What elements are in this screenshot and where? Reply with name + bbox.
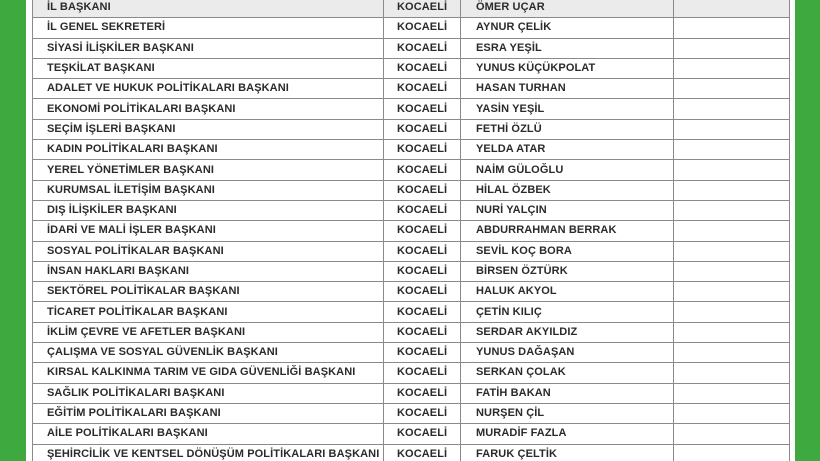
document-sheet	[26, 0, 795, 461]
city-cell: KOCAELİ	[384, 424, 461, 444]
note-cell	[674, 221, 790, 241]
position-cell: İNSAN HAKLARI BAŞKANI	[33, 261, 384, 281]
note-cell	[674, 322, 790, 342]
position-cell: KADIN POLİTİKALARI BAŞKANI	[33, 140, 384, 160]
note-cell	[674, 99, 790, 119]
table-row	[33, 119, 790, 139]
position-cell: KURUMSAL İLETİŞİM BAŞKANI	[33, 180, 384, 200]
city-cell: KOCAELİ	[384, 79, 461, 99]
note-cell	[674, 160, 790, 180]
person-cell: SERDAR AKYILDIZ	[461, 322, 674, 342]
note-cell	[674, 79, 790, 99]
note-cell	[674, 180, 790, 200]
note-cell	[674, 444, 790, 461]
person-cell: ABDURRAHMAN BERRAK	[461, 221, 674, 241]
person-cell: FARUK ÇELTİK	[461, 444, 674, 461]
city-cell: KOCAELİ	[384, 119, 461, 139]
person-cell: SERKAN ÇOLAK	[461, 363, 674, 383]
city-cell: KOCAELİ	[384, 99, 461, 119]
table-row	[33, 444, 790, 461]
note-cell	[674, 261, 790, 281]
city-cell: KOCAELİ	[384, 180, 461, 200]
person-cell: NURİ YALÇIN	[461, 200, 674, 220]
position-cell: SEKTÖREL POLİTİKALAR BAŞKANI	[33, 282, 384, 302]
table-row	[33, 424, 790, 444]
table-row	[33, 18, 790, 38]
table-row	[33, 0, 790, 18]
position-cell: SAĞLIK POLİTİKALARI BAŞKANI	[33, 383, 384, 403]
position-cell: DIŞ İLİŞKİLER BAŞKANI	[33, 200, 384, 220]
position-cell: EĞİTİM POLİTİKALARI BAŞKANI	[33, 403, 384, 423]
table-row	[33, 200, 790, 220]
person-cell: HİLAL ÖZBEK	[461, 180, 674, 200]
city-cell: KOCAELİ	[384, 241, 461, 261]
person-cell: ÖMER UÇAR	[461, 0, 674, 18]
note-cell	[674, 38, 790, 58]
table-row	[33, 38, 790, 58]
position-cell: KIRSAL KALKINMA TARIM VE GIDA GÜVENLİĞİ BAŞKANI	[33, 363, 384, 383]
position-cell: İDARİ VE MALİ İŞLER BAŞKANI	[33, 221, 384, 241]
table-row	[33, 261, 790, 281]
person-cell: YUNUS DAĞAŞAN	[461, 343, 674, 363]
note-cell	[674, 58, 790, 78]
table-row	[33, 180, 790, 200]
note-cell	[674, 0, 790, 18]
city-cell: KOCAELİ	[384, 322, 461, 342]
position-cell: İKLİM ÇEVRE VE AFETLER BAŞKANI	[33, 322, 384, 342]
table-row	[33, 282, 790, 302]
note-cell	[674, 282, 790, 302]
city-cell: KOCAELİ	[384, 160, 461, 180]
table-row	[33, 99, 790, 119]
position-cell: ŞEHİRCİLİK VE KENTSEL DÖNÜŞÜM POLİTİKALARI BAŞKANI	[33, 444, 384, 461]
person-cell: HALUK AKYOL	[461, 282, 674, 302]
note-cell	[674, 18, 790, 38]
city-cell: KOCAELİ	[384, 302, 461, 322]
person-cell: YUNUS KÜÇÜKPOLAT	[461, 58, 674, 78]
position-cell: SİYASİ İLİŞKİLER BAŞKANI	[33, 38, 384, 58]
note-cell	[674, 343, 790, 363]
city-cell: KOCAELİ	[384, 261, 461, 281]
city-cell: KOCAELİ	[384, 403, 461, 423]
person-cell: YASİN YEŞİL	[461, 99, 674, 119]
city-cell: KOCAELİ	[384, 0, 461, 18]
table-row	[33, 383, 790, 403]
city-cell: KOCAELİ	[384, 444, 461, 461]
person-cell: ESRA YEŞİL	[461, 38, 674, 58]
person-cell: MURADİF FAZLA	[461, 424, 674, 444]
table-row	[33, 302, 790, 322]
city-cell: KOCAELİ	[384, 38, 461, 58]
person-cell: NURŞEN ÇİL	[461, 403, 674, 423]
table-row	[33, 140, 790, 160]
position-cell: TEŞKİLAT BAŞKANI	[33, 58, 384, 78]
left-green-band	[0, 0, 26, 461]
position-cell: SEÇİM İŞLERİ BAŞKANI	[33, 119, 384, 139]
position-cell: AİLE POLİTİKALARI BAŞKANI	[33, 424, 384, 444]
position-cell: İL BAŞKANI	[33, 0, 384, 18]
table-row	[33, 322, 790, 342]
person-cell: YELDA ATAR	[461, 140, 674, 160]
position-cell: SOSYAL POLİTİKALAR BAŞKANI	[33, 241, 384, 261]
table-row	[33, 403, 790, 423]
note-cell	[674, 403, 790, 423]
position-cell: İL GENEL SEKRETERİ	[33, 18, 384, 38]
table-row	[33, 241, 790, 261]
person-cell: ÇETİN KILIÇ	[461, 302, 674, 322]
roster-table-body	[33, 0, 790, 461]
table-row	[33, 79, 790, 99]
table-row	[33, 363, 790, 383]
right-green-band	[795, 0, 820, 461]
note-cell	[674, 363, 790, 383]
note-cell	[674, 140, 790, 160]
note-cell	[674, 200, 790, 220]
table-row	[33, 343, 790, 363]
city-cell: KOCAELİ	[384, 363, 461, 383]
position-cell: YEREL YÖNETİMLER BAŞKANI	[33, 160, 384, 180]
city-cell: KOCAELİ	[384, 383, 461, 403]
position-cell: ÇALIŞMA VE SOSYAL GÜVENLİK BAŞKANI	[33, 343, 384, 363]
note-cell	[674, 302, 790, 322]
city-cell: KOCAELİ	[384, 343, 461, 363]
position-cell: EKONOMİ POLİTİKALARI BAŞKANI	[33, 99, 384, 119]
table-row	[33, 58, 790, 78]
position-cell: TİCARET POLİTİKALAR BAŞKANI	[33, 302, 384, 322]
city-cell: KOCAELİ	[384, 221, 461, 241]
person-cell: FETHİ ÖZLÜ	[461, 119, 674, 139]
city-cell: KOCAELİ	[384, 200, 461, 220]
person-cell: HASAN TURHAN	[461, 79, 674, 99]
roster-table	[32, 0, 790, 461]
person-cell: BİRSEN ÖZTÜRK	[461, 261, 674, 281]
position-cell: ADALET VE HUKUK POLİTİKALARI BAŞKANI	[33, 79, 384, 99]
note-cell	[674, 383, 790, 403]
city-cell: KOCAELİ	[384, 140, 461, 160]
note-cell	[674, 424, 790, 444]
person-cell: AYNUR ÇELİK	[461, 18, 674, 38]
note-cell	[674, 241, 790, 261]
city-cell: KOCAELİ	[384, 18, 461, 38]
table-row	[33, 160, 790, 180]
person-cell: SEVİL KOÇ BORA	[461, 241, 674, 261]
table-row	[33, 221, 790, 241]
city-cell: KOCAELİ	[384, 58, 461, 78]
person-cell: NAİM GÜLOĞLU	[461, 160, 674, 180]
city-cell: KOCAELİ	[384, 282, 461, 302]
note-cell	[674, 119, 790, 139]
person-cell: FATİH BAKAN	[461, 383, 674, 403]
